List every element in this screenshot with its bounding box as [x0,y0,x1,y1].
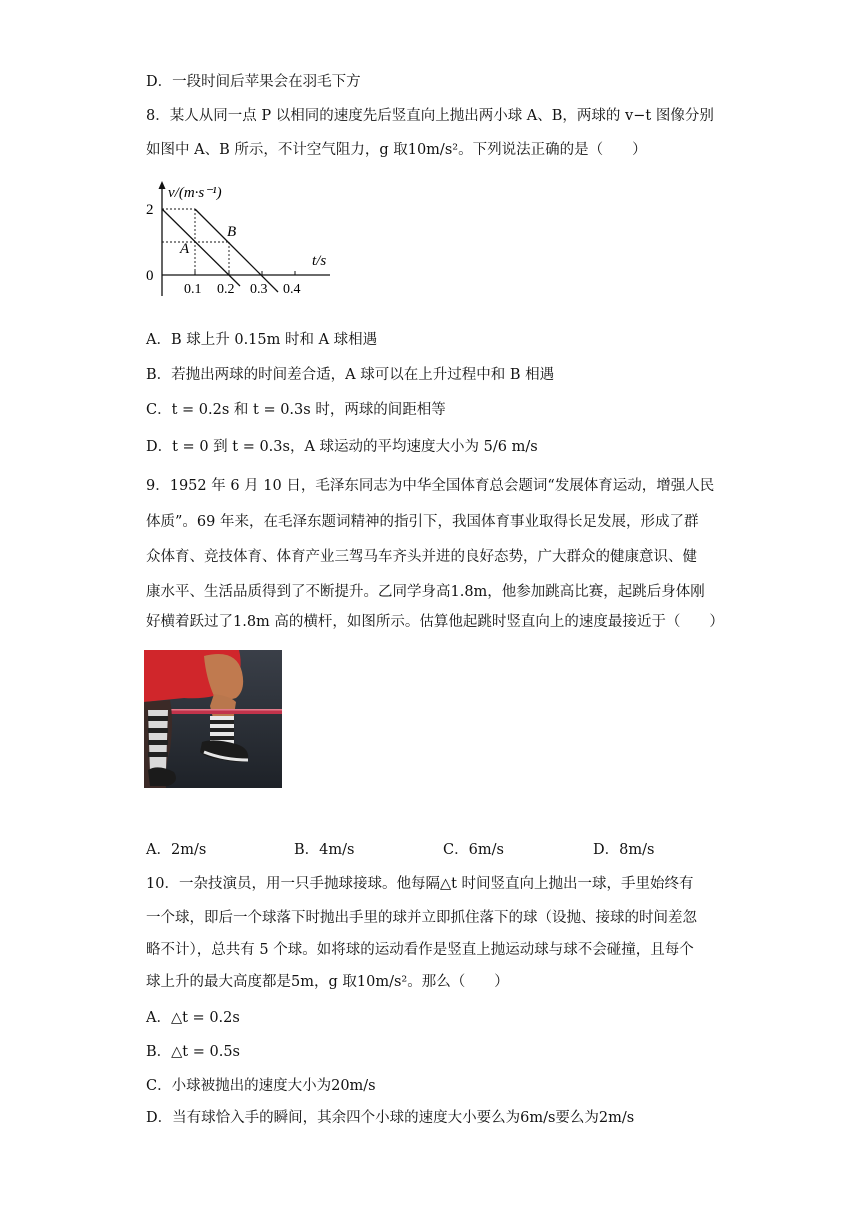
q9-stem-line-2: 体质”。69 年来，在毛泽东题词精神的指引下，我国体育事业取得长足发展，形成了群 [146,514,699,530]
q10-option-d: D．当有球恰入手的瞬间，其余四个小球的速度大小要么为6m/s要么为2m/s [146,1110,635,1126]
q10-stem-line-2: 一个球，即后一个球落下时抛出手里的球并立即抓住落下的球（设抛、接球的时间差忽 [146,910,697,926]
q8-stem-line-2: 如图中 A、B 所示，不计空气阻力，g 取10m/s²。下列说法正确的是（ ） [146,142,647,158]
series-a-label: A [180,241,190,257]
q9-stem-line-4: 康水平、生活品质得到了不断提升。乙同学身高1.8m，他参加跳高比赛，起跳后身体刚 [146,584,705,600]
q8-stem-line-1: 8．某人从同一点 P 以相同的速度先后竖直向上抛出两小球 A、B，两球的 v−t 图像分别 [146,108,714,124]
velocity-time-graph [140,178,340,302]
q10-stem-line-1: 10．一杂技演员，用一只手抛球接球。他每隔△t 时间竖直向上抛出一球，手里始终有 [146,876,694,892]
q7-option-d: D．一段时间后苹果会在羽毛下方 [146,74,361,90]
q10-option-b: B．△t = 0.5s [146,1044,241,1060]
y-tick-2: 2 [146,202,154,218]
series-b-label: B [227,224,237,240]
x-tick-label: 0.3 [250,282,268,297]
x-tick-label: 0.1 [184,282,202,297]
q9-stem-line-5: 好横着跃过了1.8m 高的横杆，如图所示。估算他起跳时竖直向上的速度最接近于（ ） [146,614,724,630]
origin-label: 0 [146,268,154,284]
y-axis-arrow [159,181,166,189]
y-axis-label: v/(m·s⁻¹) [168,185,222,201]
series-b-line [195,209,278,292]
q9-option-a: A．2m/s [146,842,207,858]
q8-option-c: C．t = 0.2s 和 t = 0.3s 时，两球的间距相等 [146,402,446,418]
q8-option-b: B．若抛出两球的时间差合适，A 球可以在上升过程中和 B 相遇 [146,367,555,383]
q9-option-b: B．4m/s [294,842,355,858]
x-tick-label: 0.4 [283,282,301,297]
x-axis-label: t/s [312,253,327,269]
q10-stem-line-3: 略不计），总共有 5 个球。如将球的运动看作是竖直上抛运动球与球不会碰撞，且每个 [146,942,694,958]
q10-stem-line-4: 球上升的最大高度都是5m，g 取10m/s²。那么（ ） [146,974,509,990]
q10-option-a: A．△t = 0.2s [146,1010,240,1026]
q9-stem-line-1: 9．1952 年 6 月 10 日，毛泽东同志为中华全国体育总会题词“发展体育运动，增强人民 [146,478,715,494]
x-tick-label: 0.2 [217,282,235,297]
q8-option-a: A．B 球上升 0.15m 时和 A 球相遇 [146,332,378,348]
q9-option-d: D．8m/s [593,842,655,858]
high-jump-photo [144,650,282,788]
q9-stem-line-3: 众体育、竞技体育、体育产业三驾马车齐头并进的良好态势，广大群众的健康意识、健 [146,549,697,565]
q8-option-d: D．t = 0 到 t = 0.3s，A 球运动的平均速度大小为 5/6 m/s [146,439,538,455]
q10-option-c: C．小球被抛出的速度大小为20m/s [146,1078,376,1094]
q9-option-c: C．6m/s [443,842,504,858]
